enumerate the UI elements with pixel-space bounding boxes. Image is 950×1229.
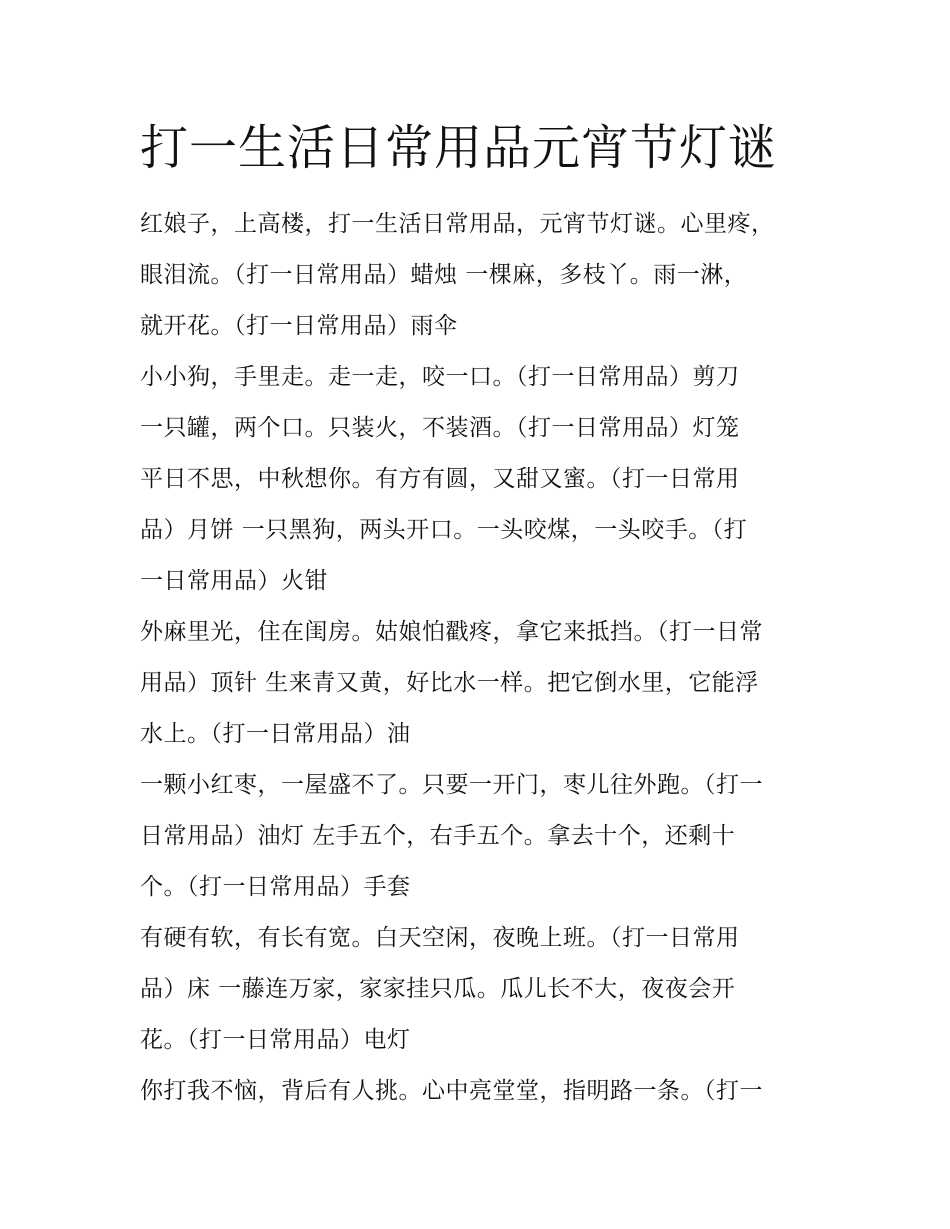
text-line: 一颗小红枣，一屋盛不了。只要一开门，枣儿往外跑。（打一 <box>140 772 763 798</box>
text-line: 眼泪流。（打一日常用品）蜡烛 一棵麻，多枝丫。雨一淋， <box>140 262 748 288</box>
text-line: 水上。（打一日常用品）油 <box>140 721 411 747</box>
text-line: 一日常用品）火钳 <box>140 568 328 594</box>
text-line: 日常用品）油灯 左手五个，右手五个。拿去十个，还剩十 <box>140 823 736 849</box>
text-line: 红娘子，上高楼，打一生活日常用品，元宵节灯谜。心里疼， <box>140 211 775 237</box>
text-line: 有硬有软，有长有宽。白天空闲，夜晚上班。（打一日常用 <box>140 925 740 951</box>
text-line: 一只罐，两个口。只装火，不装酒。（打一日常用品）灯笼 <box>140 415 740 441</box>
document-body <box>140 199 830 1117</box>
text-line: 小小狗，手里走。走一走，咬一口。（打一日常用品）剪刀 <box>140 364 740 390</box>
text-line: 外麻里光，住在闺房。姑娘怕戳疼，拿它来抵挡。（打一日常 <box>140 619 763 645</box>
text-line: 品）月饼 一只黑狗，两头开口。一头咬煤，一头咬手。（打 <box>140 517 748 543</box>
text-line: 品）床 一藤连万家，家家挂只瓜。瓜儿长不大，夜夜会开 <box>140 976 736 1002</box>
text-line: 就开花。（打一日常用品）雨伞 <box>140 313 458 339</box>
text-line: 平日不思，中秋想你。有方有圆，又甜又蜜。（打一日常用 <box>140 466 740 492</box>
text-line: 用品）顶针 生来青又黄，好比水一样。把它倒水里，它能浮 <box>140 670 759 696</box>
text-line: 个。（打一日常用品）手套 <box>140 874 411 900</box>
text-line: 你打我不恼，背后有人挑。心中亮堂堂，指明路一条。（打一 <box>140 1078 763 1104</box>
text-line: 花。（打一日常用品）电灯 <box>140 1027 411 1053</box>
document-title: 打一生活日常用品元宵节灯谜 <box>140 120 778 176</box>
